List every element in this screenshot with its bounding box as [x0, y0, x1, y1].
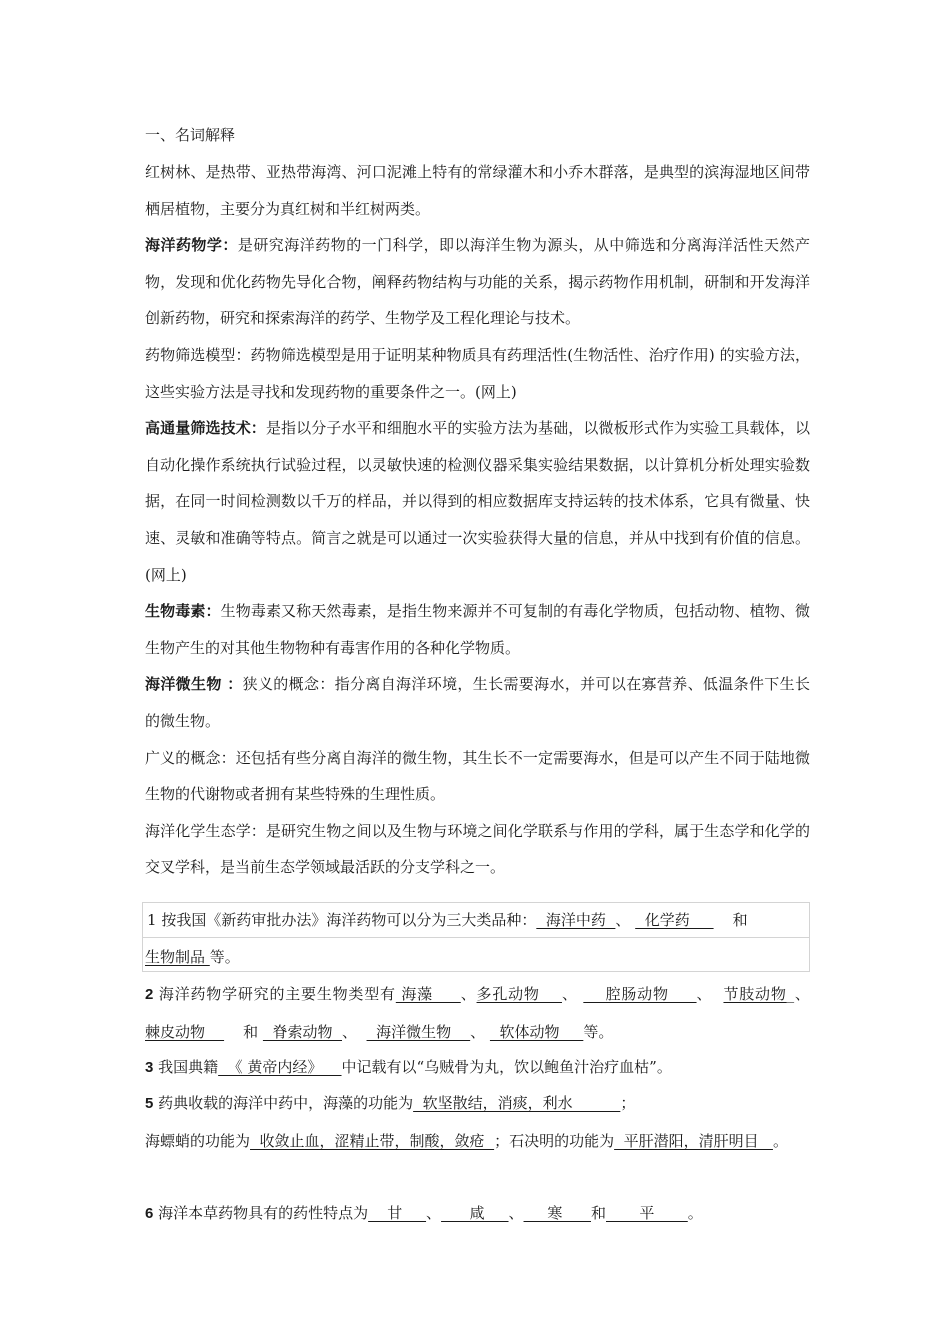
answer-blank: 软坚散结，消痰，利水: [413, 1094, 621, 1112]
answer-blank: 棘皮动物: [145, 1022, 225, 1041]
answer-blank: 海藻: [395, 985, 461, 1003]
answer-blank: 咸: [441, 1204, 509, 1222]
question-1: 1 按我国《新药审批办法》海洋药物可以分为三大类品种： 海洋中药 、 化学药 和 生物制品 等。: [145, 911, 748, 966]
question-2: 2 海洋药物学研究的主要生物类型有 海藻 、多孔动物 、 腔肠动物 、 节肢动物_、棘皮动物 和 脊索动物 、 海洋微生物 、 软体动物 等。: [145, 985, 810, 1041]
definitions: [145, 154, 810, 886]
term-label: 海洋药物学：: [145, 236, 238, 255]
answer-blank: 寒: [523, 1204, 591, 1222]
answer-blank: 甘: [368, 1204, 427, 1222]
answer-blank: 海洋中药: [536, 911, 616, 929]
answer-blank: 腔肠动物: [583, 985, 697, 1003]
term-label: 高通量筛选技术：: [145, 419, 266, 438]
definition-marine-microbe: 海洋微生物 ：狭义的概念：指分离自海洋环境，生长需要海水，并可以在寡营养、低温条件下生长的微生物。: [145, 675, 810, 730]
definition-screening-model: 药物筛选模型：药物筛选模型是用于证明某种物质具有药理活性(生物活性、治疗作用) 的实验方法，这些实验方法是寻找和发现药物的重要条件之一。(网上): [145, 345, 810, 401]
definition-mangrove: 红树林、是热带、亚热带海湾、河口泥滩上特有的常绿灌木和小乔木群落，是典型的滨海湿地区间带栖居植物，主要分为真红树和半红树两类。: [145, 163, 810, 218]
answer-blank: 多孔动物: [476, 985, 562, 1003]
term-label: 海洋微生物 ：: [145, 675, 243, 694]
answer-blank: 生物制品: [145, 947, 210, 966]
term-label: 生物毒素：: [145, 602, 221, 621]
answer-blank: 平: [606, 1204, 688, 1222]
answer-blank: 软体动物: [489, 1022, 584, 1041]
definition-biotoxin: 生物毒素：生物毒素又称天然毒素，是指生物来源并不可复制的有毒化学物质，包括动物、植物、微生物产生的对其他生物物种有毒害作用的各种化学物质。: [145, 602, 810, 657]
definition-broad-concept: 广义的概念：还包括有些分离自海洋的微生物，其生长不一定需要海水，但是可以产生不同于陆地微生物的代谢物或者拥有某些特殊的生理性质。: [145, 748, 810, 804]
question-number: 3: [145, 1059, 154, 1076]
answer-blank: 海洋微生物: [366, 1022, 471, 1041]
answer-blank: 《 黄帝内经》: [218, 1058, 342, 1076]
question-number: 5: [145, 1095, 154, 1112]
question-3: 3 我国典籍 《 黄帝内经》 中记载有以“乌贼骨为丸，饮以鲍鱼汁治疗血枯”。: [145, 1058, 672, 1076]
answer-blank: 平肝潜阳，清肝明目: [614, 1131, 773, 1150]
answer-blank: 收敛止血，涩精止带，制酸，敛疮: [250, 1131, 495, 1150]
question-6: 6 海洋本草药物具有的药性特点为 甘 、 咸 、 寒 和 平 。: [145, 1204, 703, 1222]
answer-blank: 节肢动物: [723, 985, 787, 1003]
question-number: 2: [145, 986, 154, 1003]
definition-hts: 高通量筛选技术：是指以分子水平和细胞水平的实验方法为基础，以微板形式作为实验工具载体，以自动化操作系统执行试验过程，以灵敏快速的检测仪器采集实验结果数据，以计算机分析处理实验数据，在同一时间检测数以千万的样品，并以得到的相应数据库支持运转的技术体系，它具有微量、快速、灵敏和准确等特点。简言之就是可以通过一次实验获得大量的信息，并从中找到有价值的信息。(网上): [145, 419, 810, 584]
definition-marine-pharmacology: 海洋药物学：是研究海洋药物的一门科学，即以海洋生物为源头，从中筛选和分离海洋活性天然产物，发现和优化药物先导化合物，阐释药物结构与功能的关系，揭示药物作用机制，研制和开发海洋创新药物，研究和探索海洋的药学、生物学及工程化理论与技术。: [145, 236, 810, 328]
question-number: 6: [145, 1205, 154, 1222]
section-heading: 一、名词解释: [145, 126, 236, 144]
answer-blank: 脊索动物: [262, 1022, 342, 1041]
answer-blank: 化学药: [635, 911, 714, 929]
question-5: 5 药典收载的海洋中药中，海藻的功能为 软坚散结，消痰，利水 ； 海螵蛸的功能为 收敛止血，涩精止带，制酸，敛疮 ；石决明的功能为 平肝潜阳，清肝明目 。: [145, 1094, 788, 1150]
definition-chemical-ecology: 海洋化学生态学：是研究生物之间以及生物与环境之间化学联系与作用的学科，属于生态学和化学的交叉学科，是当前生态学领域最活跃的分支学科之一。: [145, 821, 810, 877]
